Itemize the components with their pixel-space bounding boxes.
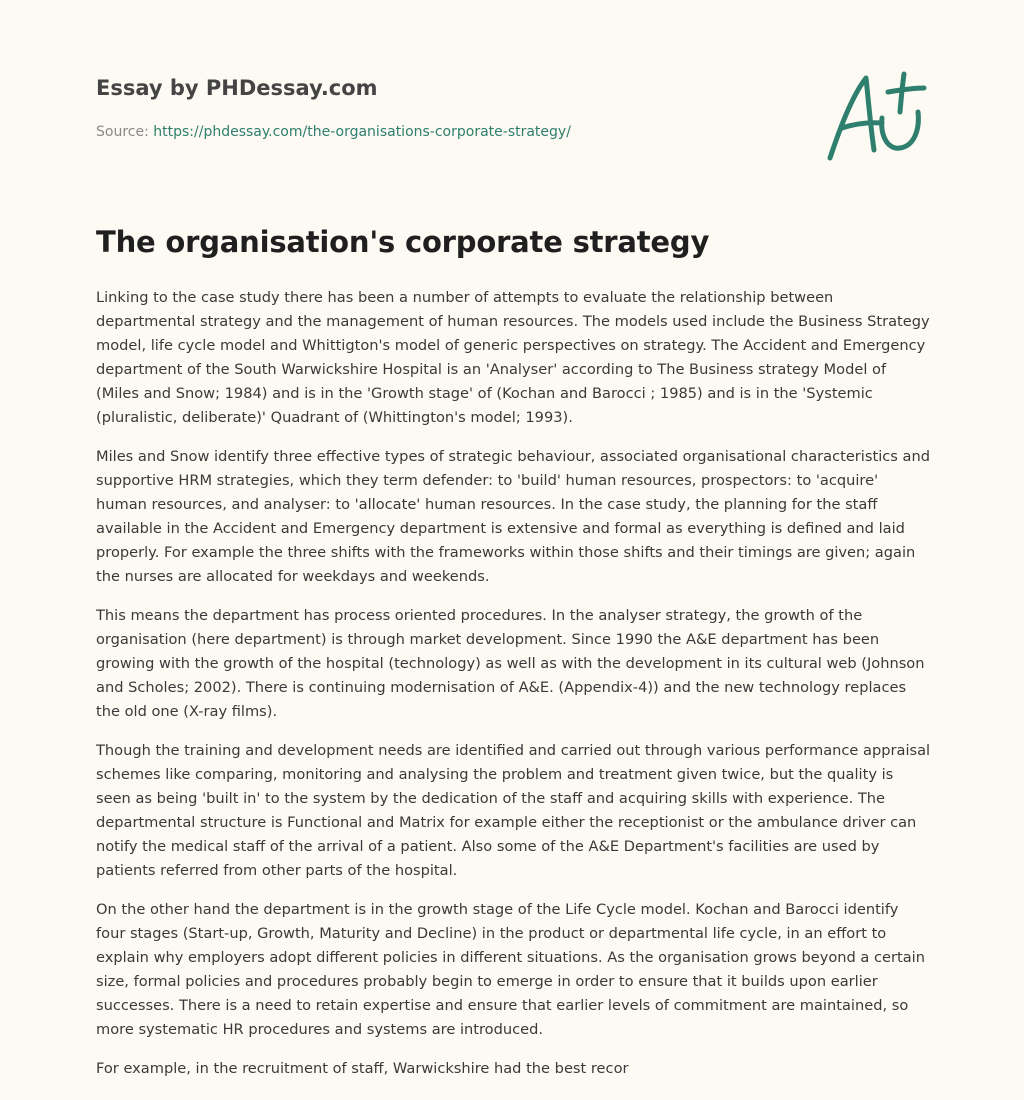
- paragraph: Though the training and development needs are identified and carried out through various performance appraisal schemes like comparing, monitoring and analysing the problem and treatment given twice, but the quality is seen as being 'built in' to the system by the dedication of the staff and acquiring skills with experience. The departmental structure is Functional and Matrix for example either the receptionist or the ambulance driver can notify the medical staff of the arrival of a patient. Also some of the A&E Department's facilities are used by patients referred from other parts of the hospital.: [96, 742, 931, 879]
- article-body: [96, 286, 932, 1096]
- source-label: Source:: [96, 124, 149, 140]
- paragraph: On the other hand the department is in the growth stage of the Life Cycle model. Kochan and Barocci identify four stages (Start-up, Growth, Maturity and Decline) in the product or departmental life cycle, in an effort to explain why employers adopt different policies in different situations. As the organisation grows beyond a certain size, formal policies and procedures probably begin to emerge in order to ensure that it builds upon earlier successes. There is a need to retain expertise and ensure that earlier levels of commitment are maintained, so more systematic HR procedures and systems are introduced.: [96, 901, 925, 1038]
- source-line: [96, 124, 571, 140]
- site-brand: Essay by PHDessay.com: [96, 76, 378, 100]
- paragraph: Linking to the case study there has been a number of attempts to evaluate the relationship between departmental strategy and the management of human resources. The models used include the Business Strategy model, life cycle model and Whittigton's model of generic perspectives on strategy. The Accident and Emergency department of the South Warwickshire Hospital is an 'Analyser' according to The Business strategy Model of (Miles and Snow; 1984) and is in the 'Growth stage' of (Kochan and Barocci ; 1985) and is in the 'Systemic (pluralistic, deliberate)' Quadrant of (Whittington's model; 1993).: [96, 289, 930, 426]
- paragraph: Miles and Snow identify three effective types of strategic behaviour, associated organisational characteristics and supportive HRM strategies, which they term defender: to 'build' human resources, prospectors: to 'acquire' human resources, and analyser: to 'allocate' human resources. In the case study, the planning for the staff available in the Accident and Emergency department is extensive and formal as everything is defined and laid properly. For example the three shifts with the frameworks within those shifts and their timings are given; again the nurses are allocated for weekdays and weekends.: [96, 448, 930, 585]
- source-link[interactable]: https://phdessay.com/the-organisations-corporate-strategy/: [153, 124, 571, 140]
- article-title: The organisation's corporate strategy: [96, 225, 710, 259]
- paragraph: For example, in the recruitment of staff, Warwickshire had the best recor: [96, 1060, 629, 1077]
- a-plus-logo-icon: [822, 66, 932, 166]
- paragraph: This means the department has process oriented procedures. In the analyser strategy, the growth of the organisation (here department) is through market development. Since 1990 the A&E department has been growing with the growth of the hospital (technology) as well as with the development in its cultural web (Johnson and Scholes; 2002). There is continuing modernisation of A&E. (Appendix-4)) and the new technology replaces the old one (X-ray films).: [96, 607, 925, 720]
